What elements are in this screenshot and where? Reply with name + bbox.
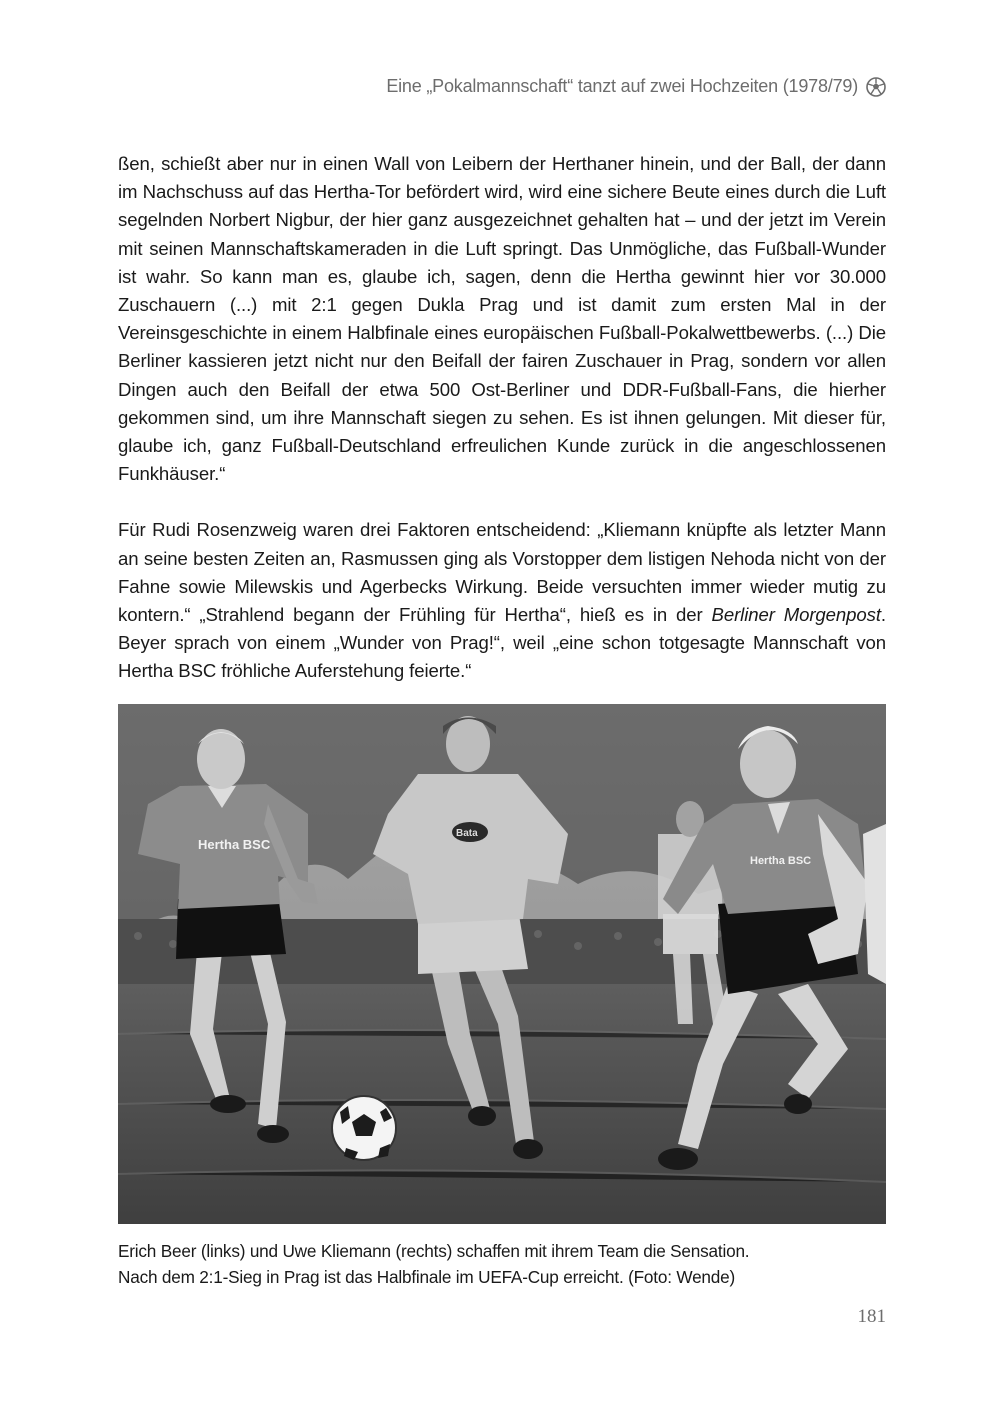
soccer-ball (332, 1096, 396, 1160)
paragraph-text-start: Für Rudi Rosenzweig waren drei Faktoren entscheidend: „Kliemann knüpfte als letzter Mann an seine besten Zeiten an, Rasmussen ging als Vorstopper dem listigen Nehoda nicht von der Fahne sowie Milewskis und Agerbecks Wirkung. Beide versuchten immer wieder mutig zu kontern.“ „Strahlend begann der Frühling für Hertha“, hieß es in der (118, 519, 886, 626)
match-photo (118, 704, 886, 1224)
paragraph-text-end: . Beyer sprach von einem „Wunder von Prag!“, weil „eine schon totgesagte Mannschaft von Hertha BSC fröhliche Auferstehung feierte.“ (118, 604, 886, 682)
newspaper-title: Berliner Morgenpost (711, 604, 881, 626)
shirt-text-left: Hertha BSC (198, 837, 271, 852)
photo-caption (118, 1238, 886, 1290)
shirt-text-center: Bata (456, 828, 478, 839)
paragraph-rosenzweig (118, 516, 886, 685)
body-text (118, 150, 886, 686)
shirt-text-right: Hertha BSC (750, 855, 812, 867)
paragraph-quote: ßen, schießt aber nur in einen Wall von Leibern der Herthaner hinein, und der Ball, der dann im Nachschuss auf das Hertha-Tor befördert wird, wird eine sichere Beute eines durch die Luft segelnden Norbert Nigbur, der hier ganz ausgezeichnet gehalten hat – und der jetzt im Verein mit seinen Mannschaftskameraden in die Luft springt. Das Unmögliche, das Fußball-Wunder ist wahr. So kann man es, glaube ich, sagen, denn die Hertha gewinnt hier vor 30.000 Zuschauern (...) mit 2:1 gegen Dukla Prag und ist damit zum ersten Mal in der Vereinsgeschichte in einem Halbfinale eines europäischen Fußball-Pokalwettbewerbs. (...) Die Berliner kassieren jetzt nicht nur den Beifall der fairen Zuschauer in Prag, sondern vor allen Dingen auch den Beifall der etwa 500 Ost-Berliner und DDR-Fußball-Fans, die hierher gekommen sind, um ihre Mannschaft siegen zu sehen. Es ist ihnen gelungen. Mit dieser für, glaube ich, ganz Fußball-Deutschland erfreulichen Kunde zurück in die angeschlossenen Funkhäuser.“ (118, 153, 886, 485)
caption-line-2: Nach dem 2:1-Sieg in Prag ist das Halbfinale im UEFA-Cup erreicht. (Foto: Wende) (118, 1267, 736, 1287)
soccer-ball-icon (866, 77, 886, 97)
page-number: 181 (857, 1306, 886, 1327)
running-header (118, 76, 886, 97)
caption-line-1: Erich Beer (links) und Uwe Kliemann (rechts) schaffen mit ihrem Team die Sensation. (118, 1241, 750, 1261)
running-header-title: Eine „Pokalmannschaft“ tanzt auf zwei Hochzeiten (1978/79) (386, 76, 858, 96)
